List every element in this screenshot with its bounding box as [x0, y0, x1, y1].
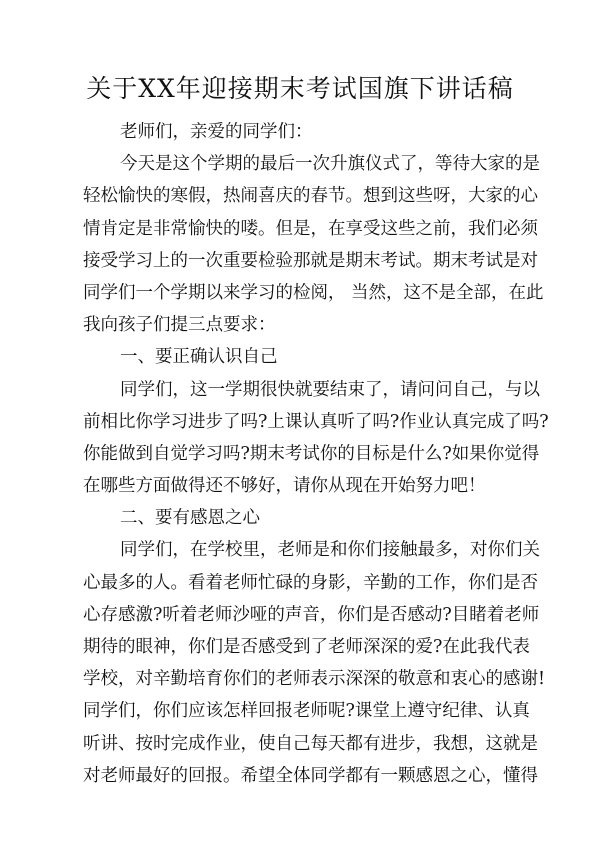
- paragraph-line: 同学们，这一学期很快就要结束了，请问问自己，与以: [120, 379, 540, 400]
- document-body: [83, 116, 549, 792]
- paragraph-line: 你能做到自觉学习吗?期末考试你的目标是什么?如果你觉得: [83, 443, 540, 464]
- section-heading-2: 二、要有感恩之心: [120, 508, 260, 529]
- document-title: 关于XX年迎接期末考试国旗下讲话稿: [86, 74, 514, 103]
- paragraph-line: 期待的眼神，你们是否感受到了老师深深的爱?在此我代表: [83, 637, 530, 657]
- paragraph-line: 心存感激?听着老师沙哑的声音，你们是否感动?目睹着老师: [83, 604, 540, 625]
- paragraph-line: 同学们一个学期以来学习的检阅， 当然，这不是全部，在此: [83, 282, 544, 303]
- paragraph-line: 轻松愉快的寒假，热闹喜庆的春节。想到这些呀，大家的心: [83, 186, 538, 207]
- paragraph-line: 同学们，在学校里，老师是和你们接触最多，对你们关: [120, 540, 540, 561]
- paragraph-line: 前相比你学习进步了吗?上课认真听了吗?作业认真完成了吗?: [83, 411, 549, 432]
- paragraph-line: 接受学习上的一次重要检验那就是期末考试。期末考试是对: [83, 250, 538, 271]
- paragraph-line: 同学们，你们应该怎样回报老师呢?课堂上遵守纪律、认真: [83, 701, 530, 722]
- paragraph-line: 学校，对辛勤培育你们的老师表示深深的敬意和衷心的感谢!: [83, 669, 546, 690]
- paragraph-line: 在哪些方面做得还不够好，请你从现在开始努力吧！: [83, 476, 486, 497]
- paragraph-line: 情肯定是非常愉快的喽。但是，在享受这些之前，我们必须: [83, 218, 538, 239]
- salutation: 老师们，亲爱的同学们：: [120, 122, 313, 142]
- paragraph-line: 心最多的人。看着老师忙碌的身影，辛勤的工作，你们是否: [83, 572, 538, 593]
- paragraph-line: 我向孩子们提三点要求：: [83, 315, 276, 336]
- paragraph-line: 对老师最好的回报。希望全体同学都有一颗感恩之心，懂得: [83, 765, 538, 786]
- paragraph-line: 听讲、按时完成作业，使自己每天都有进步，我想，这就是: [83, 733, 538, 754]
- paragraph-line: 今天是这个学期的最后一次升旗仪式了，等待大家的是: [120, 154, 540, 175]
- section-heading-1: 一、要正确认识自己: [120, 347, 278, 368]
